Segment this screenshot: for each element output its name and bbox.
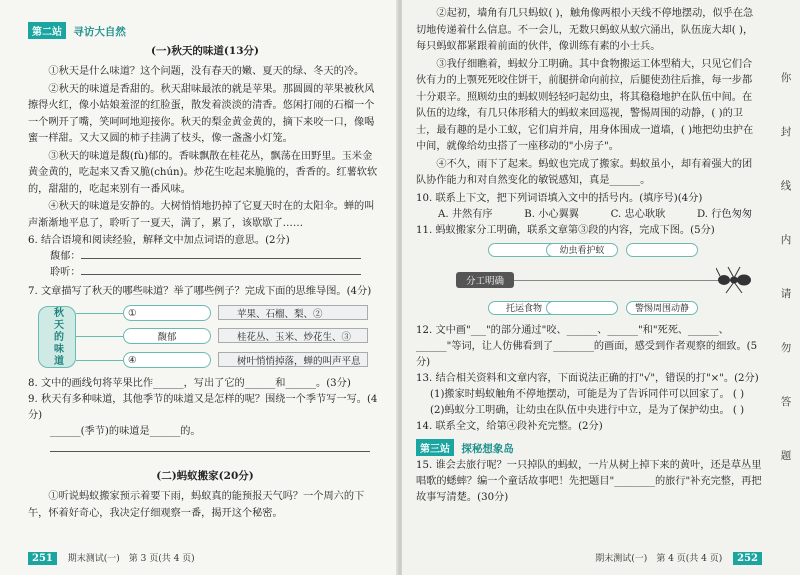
side-char: 线 bbox=[780, 180, 792, 192]
question-8: 8. 文中的画线句将苹果比作______，写出了它的______和______。(3分) bbox=[28, 378, 351, 389]
q9-answer-line-2 bbox=[28, 440, 382, 458]
part2-para-1: ①听说蚂蚁搬家预示着要下雨，蚂蚁真的能预报天气吗？一个周六的下午，怀着好奇心，我决定仔细观察一番，揭开这个秘密。 bbox=[28, 491, 365, 519]
part2-para-2: ②起初，墙角有几只蚂蚁( )，触角像两根小天线不停地摆动，似乎在急切地传递着什么信息。不一会儿，无数只蚂蚁从蚁穴涌出，队伍庞大却( )，每只蚂蚁都紧跟着前面的伙伴，像训练有素的小士兵。 bbox=[416, 8, 754, 52]
para-4: ④秋天的味道是安静的。大树悄悄地扔掉了它夏天时在的太阳伞。蝉的叫声渐渐地平息了，聆听了一夏天，满了，累了，该歇歇了…… bbox=[28, 201, 375, 229]
side-char: 请 bbox=[780, 288, 792, 300]
side-char: 答 bbox=[780, 396, 792, 408]
question-12: 12. 文中画"___"的部分通过"咬、______、______"和"死死、______、______"等词，让人仿佛看到了________的画面，感受到作者观察的细致。(5分) bbox=[416, 324, 758, 368]
side-char: 封 bbox=[780, 126, 792, 138]
para-1: ①秋天是什么味道？这个问题，没有春天的嫩、夏天的绿、冬天的冷。 bbox=[48, 66, 365, 77]
diagram-box-5 bbox=[546, 301, 618, 315]
binding-margin-text bbox=[778, 70, 794, 502]
q13-item-2: (2)蚂蚁分工明确，让幼虫在队伍中央进行中立，是为了保护幼虫。 ( ) bbox=[430, 404, 745, 416]
mind-leaf-1: 苹果、石榴、梨、② bbox=[218, 305, 368, 320]
section-header-3 bbox=[416, 439, 762, 456]
q6-answer-b: 聆听： bbox=[28, 265, 382, 281]
section-header bbox=[28, 22, 382, 39]
ant-icon bbox=[716, 263, 756, 297]
section-title: 寻访大自然 bbox=[73, 26, 126, 38]
diagram-spine bbox=[514, 280, 734, 281]
q13-item-1: (1)搬家时蚂蚁触角不停地摆动，可能是为了告诉同伴可以回家了。 ( ) bbox=[430, 388, 745, 400]
part2-para-3: ③我仔细瞧着，蚂蚁分工明确。其中食物搬运工体型稍大，只见它们合伙有力的上颚死死咬住饼干，前腿拼命向前拉，后腿使劲往后推，每一步都十分艰辛。照顾幼虫的蚂蚁则轻轻叼起幼虫，将其稳稳地护在队伍中间。在队伍的边缘，有几只体形稍大的蚂蚁来回巡视，警惕周围的动静，( )的卫士，最有趣的是小工蚁，它们肩并肩，用身体围成一道墙，( )地把幼虫护在中间，就像给幼虫搭了一座移动的"小房子"。 bbox=[416, 58, 754, 152]
left-footer bbox=[28, 551, 195, 565]
mind-node-3: ④ bbox=[123, 352, 211, 368]
mind-connector bbox=[76, 336, 123, 337]
footer-text: 期末测试(一) 第 3 页(共 4 页) bbox=[67, 554, 195, 564]
question-10: 10. 联系上下文，把下列词语填入文中的括号内。(填序号)(4分) bbox=[416, 192, 703, 204]
option-b: B. 小心翼翼 bbox=[524, 208, 579, 220]
section-tag: 第二站 bbox=[28, 22, 66, 39]
mind-connector bbox=[76, 360, 123, 361]
q6-answer-a: 馥郁： bbox=[28, 249, 382, 265]
side-char: 内 bbox=[780, 234, 792, 246]
right-page bbox=[402, 0, 800, 575]
question-9: 9. 秋天有多种味道，其他季节的味道又是怎样的呢？围绕一个季节写一写。(4分) bbox=[28, 394, 378, 421]
q9-answer-line: ______(季节)的味道是______的。 bbox=[50, 426, 201, 437]
diagram-box-6: 警惕周围动静 bbox=[626, 301, 698, 315]
right-footer bbox=[595, 551, 762, 565]
part1-title: (一)秋天的味道(13分) bbox=[151, 45, 259, 57]
side-char: 题 bbox=[780, 450, 792, 462]
question-14: 14. 联系全文，给第④段补充完整。(2分) bbox=[416, 420, 603, 432]
part2-para-4: ④不久，雨下了起来。蚂蚁也完成了搬家。蚂蚁虽小，却有着强大的团队协作能力和对自然变化的敏锐感知，真是______。 bbox=[416, 158, 753, 186]
side-char: 你 bbox=[780, 72, 792, 84]
diagram-box-3 bbox=[626, 243, 698, 257]
diagram-box-2: 幼虫看护蚁 bbox=[546, 243, 618, 257]
mind-node-1: ① bbox=[123, 305, 211, 321]
mind-root: 秋天的味道 bbox=[38, 306, 76, 368]
page-number: 252 bbox=[733, 552, 762, 565]
page-number: 251 bbox=[28, 552, 57, 565]
part2-title: (二)蚂蚁搬家(20分) bbox=[156, 470, 254, 482]
question-7: 7. 文章描写了秋天的哪些味道？举了哪些例子？完成下面的思维导图。(4分) bbox=[28, 286, 372, 297]
diagram-center: 分工明确 bbox=[456, 272, 514, 288]
para-3: ③秋天的味道是馥(fù)郁的。香味飘散在桂花丛，飘荡在田野里。玉米金黄金黄的，吃起来又香又脆(chún)。炒花生吃起来脆脆的，香香的。红薯软软的，甜甜的，吃起来别有一番风味。 bbox=[28, 150, 378, 195]
option-d: D. 行色匆匆 bbox=[696, 208, 752, 220]
q10-options bbox=[416, 207, 762, 223]
mind-connector bbox=[76, 313, 123, 314]
section-title: 探秘想象岛 bbox=[461, 442, 514, 455]
option-a: A. 井然有序 bbox=[438, 208, 493, 220]
question-15: 15. 谁会去旅行呢？一只掉队的蚂蚁，一片从树上掉下来的黄叶，还是草丛里唱歌的蟋蟀？编一个童话故事吧！先把题目"________的旅行"补充完整，再把故事写清楚。(30分) bbox=[416, 459, 762, 503]
diagram-box-4: 托运食物 bbox=[488, 301, 560, 315]
option-c: C. 忠心耿耿 bbox=[610, 208, 666, 220]
left-page bbox=[0, 0, 398, 575]
question-6: 6. 结合语境和阅读经验，解释文中加点词语的意思。(2分) bbox=[28, 235, 290, 246]
section-tag: 第三站 bbox=[416, 439, 454, 456]
ant-diagram bbox=[416, 241, 762, 319]
question-11: 11. 蚂蚁搬家分工明确，联系文章第③段的内容，完成下图。(5分) bbox=[416, 224, 715, 236]
mind-leaf-2: 桂花丛、玉米、炒花生、③ bbox=[218, 328, 368, 343]
side-char: 勿 bbox=[780, 342, 792, 354]
mind-leaf-3: 树叶悄悄掉落，蝉的叫声平息 bbox=[218, 352, 368, 367]
para-2: ②秋天的味道是香甜的。秋天甜味最浓的就是苹果。那圆圆的苹果被秋风擦得火红，像小姑娘羞涩的红脸蛋，散发着淡淡的清香。悠闲打闹的石榴一个一个咧开了嘴，笑呵呵地迎接你。秋天的梨金黄金黄的，摘下来咬一口，像喝蜜一样甜。又大又圆的柿子挂满了枝头，像一盏盏小灯笼。 bbox=[28, 83, 375, 144]
question-13: 13. 结合相关资料和文章内容，下面说法正确的打"√"，错误的打"×"。(2分) bbox=[416, 372, 759, 384]
mind-map bbox=[28, 304, 382, 372]
footer-text: 期末测试(一) 第 4 页(共 4 页) bbox=[595, 554, 723, 564]
mind-node-2: 馥郁 bbox=[123, 328, 211, 344]
